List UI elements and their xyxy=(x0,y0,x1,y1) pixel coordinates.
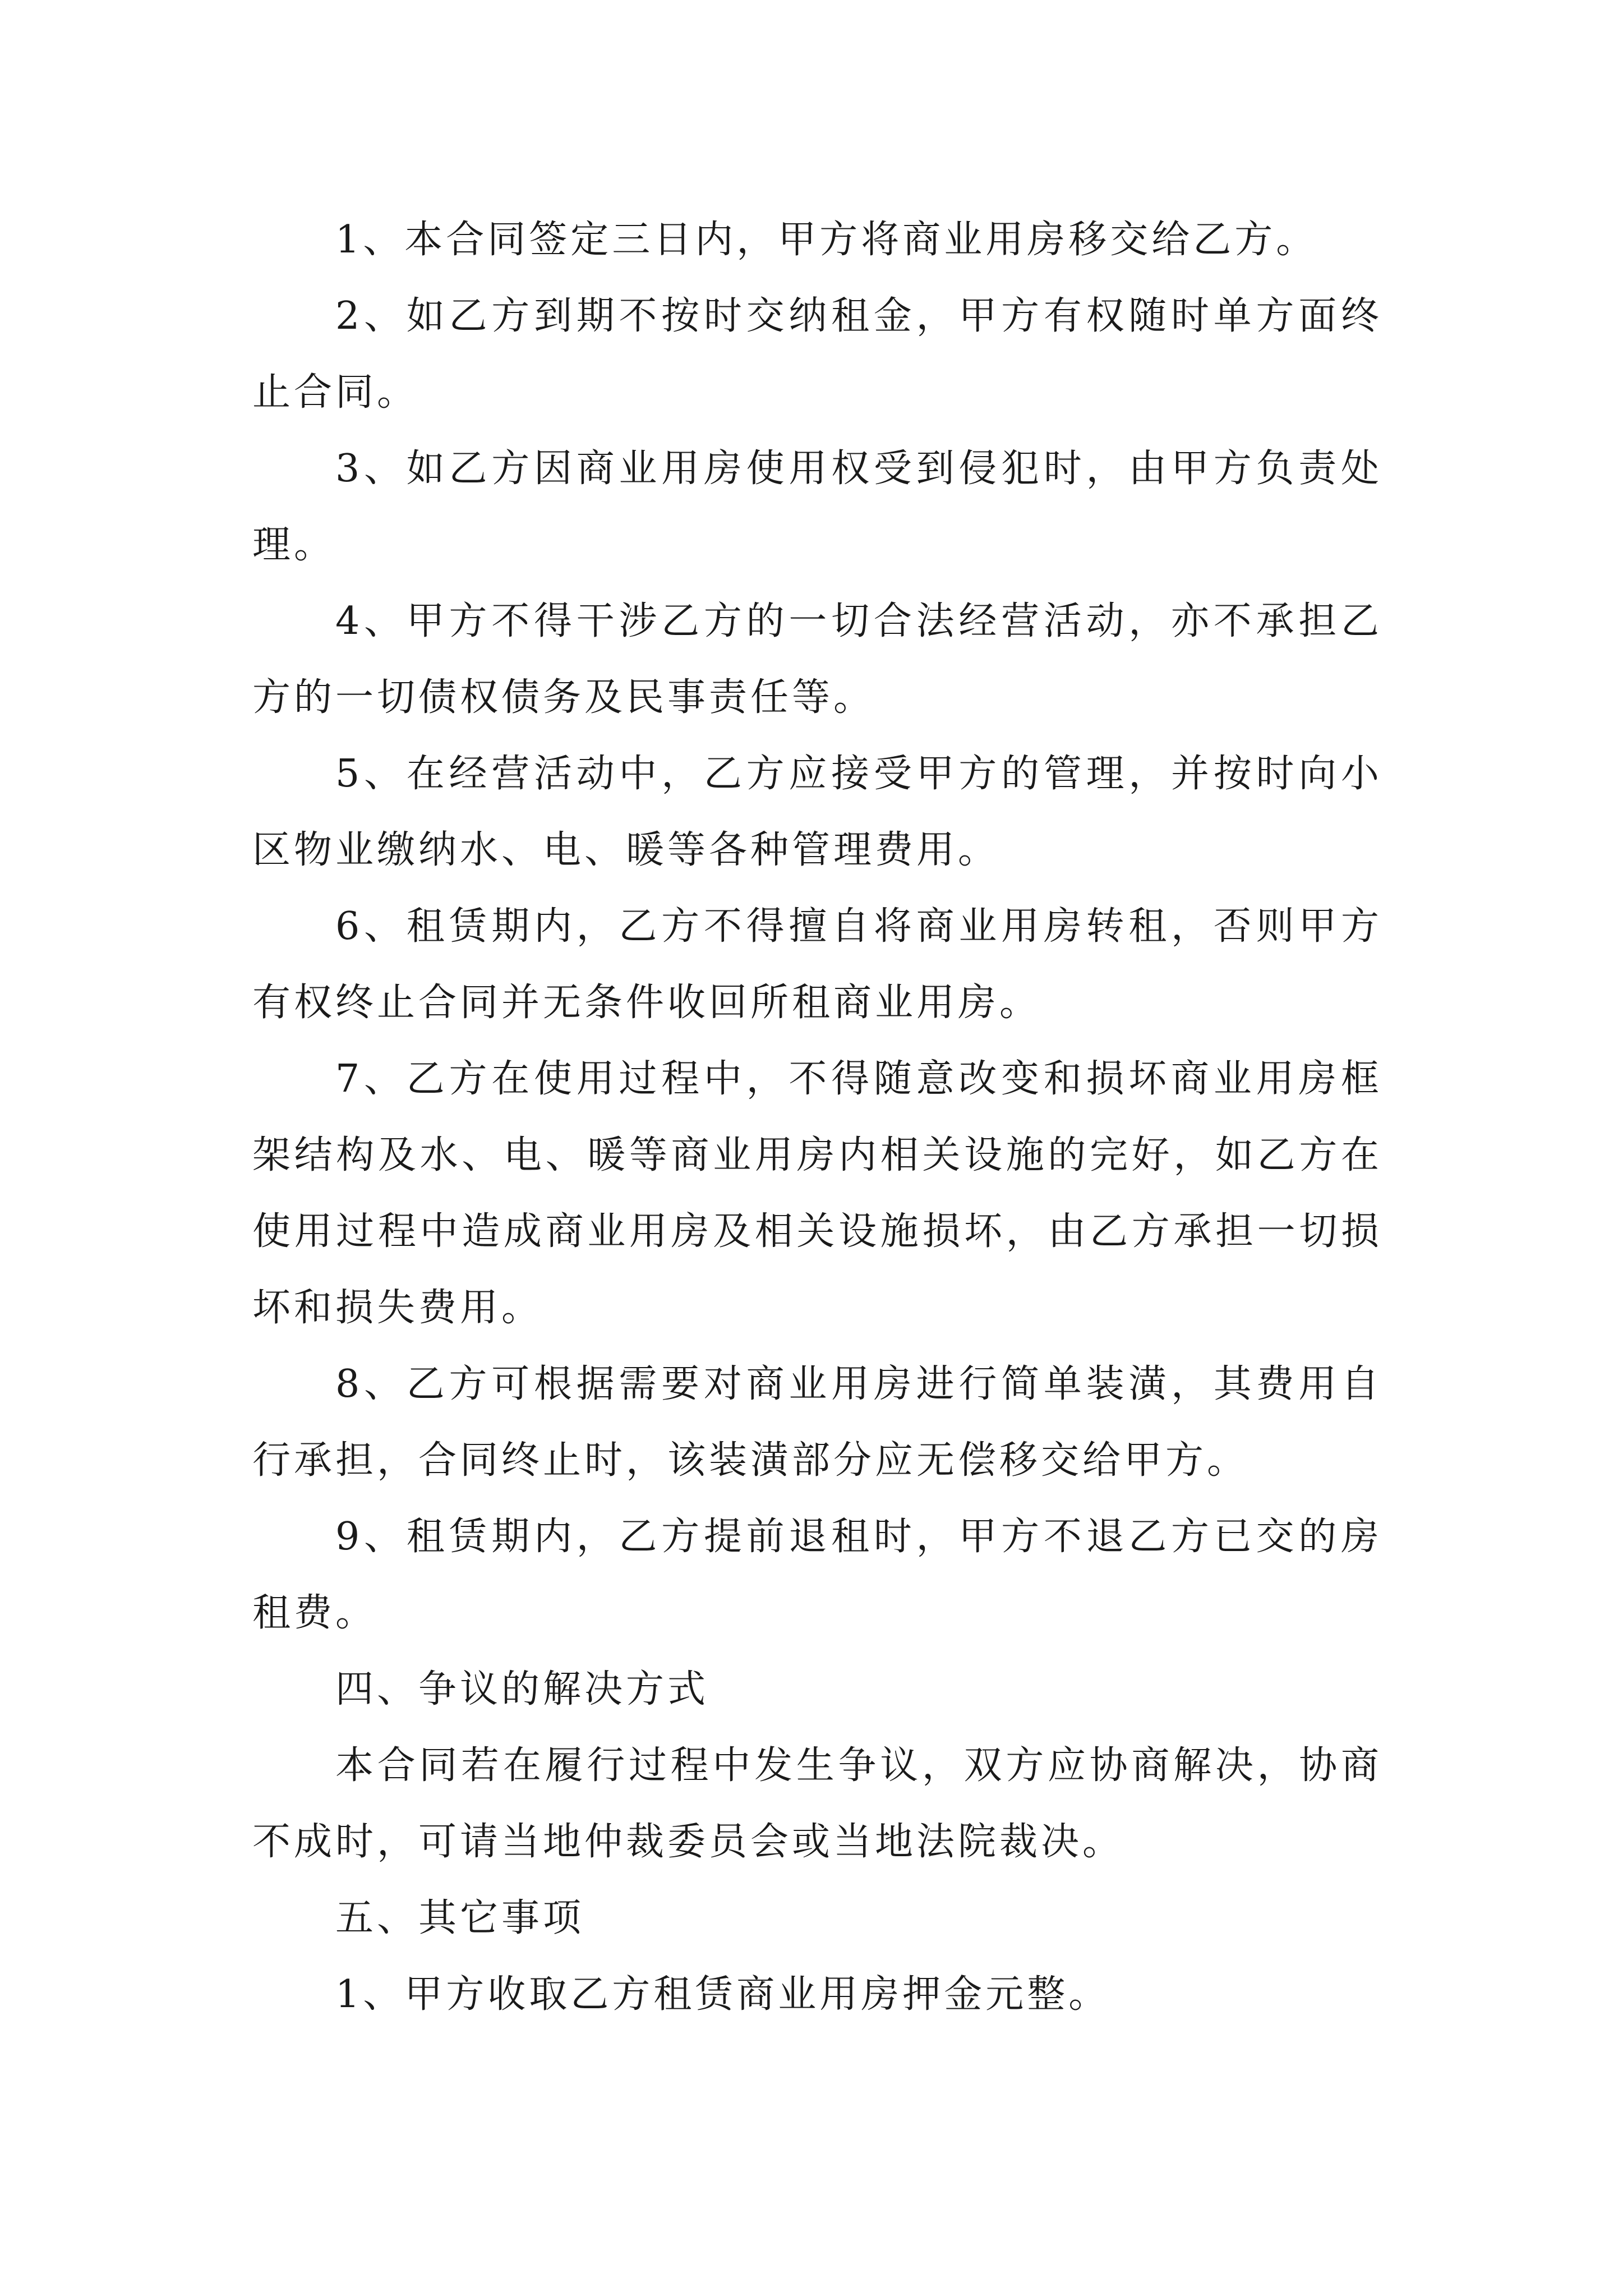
clause-1: 1、本合同签定三日内，甲方将商业用房移交给乙方。 xyxy=(335,218,1318,262)
clause-8: 8、乙方可根据需要对商业用房进行简单装潢，其费用自行承担，合同终止时，该装潢部分应无偿移交给甲方。 xyxy=(252,1362,1382,1483)
clause-6: 6、租赁期内，乙方不得擅自将商业用房转租，否则甲方有权终止合同并无条件收回所租商业用房。 xyxy=(252,904,1382,1025)
dispute-resolution-text: 本合同若在履行过程中发生争议，双方应协商解决，协商不成时，可请当地仲裁委员会或当地法院裁决。 xyxy=(252,1743,1382,1864)
other-clause-1: 1、甲方收取乙方租赁商业用房押金元整。 xyxy=(335,1972,1110,2017)
clause-9: 9、租赁期内，乙方提前退租时，甲方不退乙方已交的房租费。 xyxy=(252,1515,1382,1635)
section-heading-dispute: 四、争议的解决方式 xyxy=(335,1667,709,1711)
clause-2: 2、如乙方到期不按时交纳租金，甲方有权随时单方面终止合同。 xyxy=(252,294,1382,415)
clause-4: 4、甲方不得干涉乙方的一切合法经营活动，亦不承担乙方的一切债权债务及民事责任等。 xyxy=(252,599,1382,720)
clause-3: 3、如乙方因商业用房使用权受到侵犯时，由甲方负责处理。 xyxy=(252,447,1382,567)
clause-5: 5、在经营活动中，乙方应接受甲方的管理，并按时向小区物业缴纳水、电、暖等各种管理费用。 xyxy=(252,752,1382,872)
section-heading-other: 五、其它事项 xyxy=(335,1896,585,1940)
clause-7: 7、乙方在使用过程中，不得随意改变和损坏商业用房框架结构及水、电、暖等商业用房内相关设施的完好，如乙方在使用过程中造成商业用房及相关设施损坏，由乙方承担一切损坏和损失费用。 xyxy=(252,1057,1382,1330)
document-page xyxy=(252,202,1382,2033)
